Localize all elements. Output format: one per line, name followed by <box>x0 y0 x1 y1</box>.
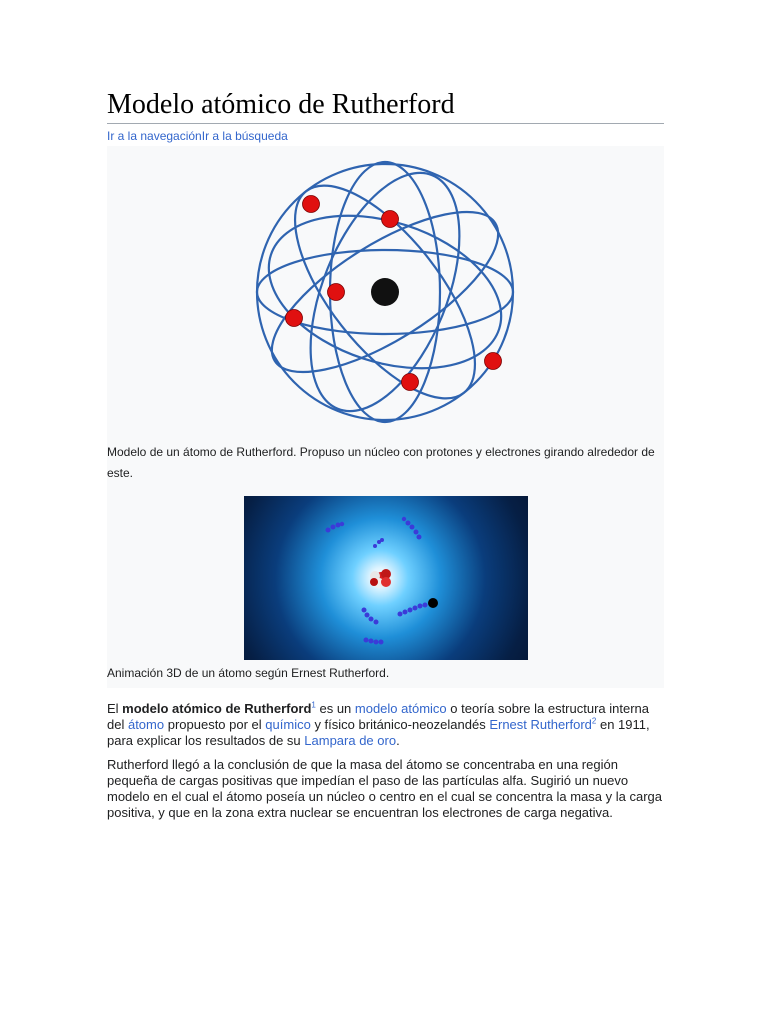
reference-2-link[interactable]: 2 <box>591 716 597 726</box>
text-run: en 1911, para explicar los resultados de su <box>107 717 650 748</box>
text-run: es un <box>315 701 355 716</box>
atom-animation-image[interactable] <box>244 496 528 660</box>
bold-term: modelo atómico de Rutherford <box>122 701 312 716</box>
intro-paragraph <box>107 701 664 749</box>
electron <box>485 353 502 370</box>
atomo-link[interactable]: átomo <box>127 717 165 732</box>
ernest-rutherford-link[interactable]: Ernest Rutherford <box>489 717 592 732</box>
electron <box>382 211 399 228</box>
jump-to-navigation-link[interactable]: Ir a la navegación <box>107 129 202 143</box>
electron <box>286 310 303 327</box>
modelo-atomico-link[interactable]: modelo atómico <box>354 701 447 716</box>
figure-box <box>107 146 664 688</box>
animated-nucleus <box>370 569 391 588</box>
jump-to-search-link[interactable]: Ir a la búsqueda <box>201 129 288 143</box>
text-run: y físico británico-neozelandés <box>310 717 490 732</box>
jump-links <box>107 128 664 144</box>
nucleus <box>371 278 399 306</box>
article <box>107 88 664 821</box>
dark-electron <box>428 598 438 608</box>
electron <box>328 284 345 301</box>
electron <box>303 196 320 213</box>
lampara-de-oro-link[interactable]: Lampara de oro <box>304 733 397 748</box>
text-run: El <box>107 701 123 716</box>
electron <box>402 374 419 391</box>
text-run: . <box>396 733 400 748</box>
conclusion-paragraph: Rutherford llegó a la conclusión de que la masa del átomo se concentraba en una región pequeña de cargas positivas que impedían el paso de las partículas alfa. Sugirió un nuevo modelo en el cual el átomo poseía un núcleo o centro en el cual se concentra la masa y la carga positiva, y que en la zona extra nuclear se encuentran los electrones de carga negativa. <box>107 757 663 820</box>
reference-1-link[interactable]: 1 <box>311 700 316 710</box>
quimico-link[interactable]: químico <box>265 717 311 732</box>
text-run: o teoría sobre la estructura interna del <box>107 701 650 732</box>
figure-caption: Modelo de un átomo de Rutherford. Propuso un núcleo con protones y electrones girando alrededor de este. <box>107 445 655 480</box>
page-title: Modelo atómico de Rutherford <box>107 88 664 124</box>
text-run: propuesto por el <box>164 717 266 732</box>
rutherford-atom-diagram[interactable] <box>107 146 664 436</box>
animation-caption: Animación 3D de un átomo según Ernest Rutherford. <box>107 666 390 680</box>
